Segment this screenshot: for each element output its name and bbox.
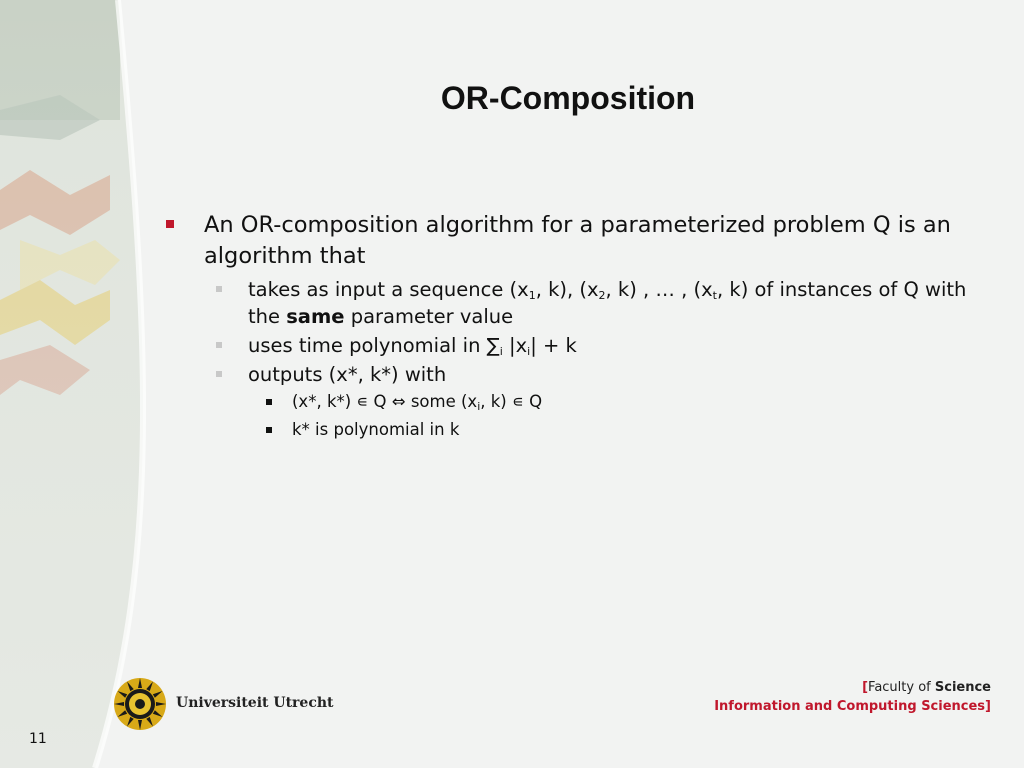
- bracket-close: ]: [985, 699, 991, 714]
- slide-title: OR-Composition: [440, 80, 696, 116]
- bracket-open: [: [862, 680, 869, 695]
- faculty-prefix: Faculty of: [868, 680, 935, 695]
- page-number: 11: [29, 731, 47, 747]
- bullet-level2: [166, 332, 986, 359]
- faculty-label: [714, 678, 991, 716]
- slide-body: [166, 210, 986, 444]
- bullet-text: uses time polynomial in $\sum_i$ $|x_i| + k$: [248, 334, 577, 358]
- university-name: Universiteit Utrecht: [176, 695, 334, 711]
- square-bullet-icon: [266, 399, 272, 405]
- department-name: Information and Computing Sciences: [714, 699, 986, 714]
- square-bullet-icon: [216, 342, 222, 348]
- bullet-text: An OR-composition algorithm for a parameterized problem Q is an algorithm that: [204, 212, 951, 269]
- bullet-text: outputs (x*, k*) with: [248, 363, 447, 386]
- bullet-level2: [166, 276, 986, 330]
- university-seal-logo: [112, 676, 168, 732]
- bullet-level2: [166, 361, 986, 388]
- square-bullet-icon: [216, 286, 222, 292]
- square-bullet-icon: [216, 371, 222, 377]
- square-bullet-icon: [166, 220, 174, 228]
- bullet-text: takes as input a sequence ($x_1$, k), ($x_2$, k) , … , ($x_t$, k) of instances of Q with the same parameter value: [248, 278, 967, 328]
- bullet-text: k* is polynomial in k: [292, 420, 460, 439]
- square-bullet-icon: [266, 427, 272, 433]
- bullet-level1: [166, 210, 986, 272]
- faculty-science: Science: [934, 680, 991, 695]
- bullet-level3: [166, 388, 986, 416]
- bullet-text: (x*, k*) ∊ Q ⇔ some ($x_i$, k) ∊ Q: [292, 392, 543, 413]
- bullet-level3: [166, 416, 986, 444]
